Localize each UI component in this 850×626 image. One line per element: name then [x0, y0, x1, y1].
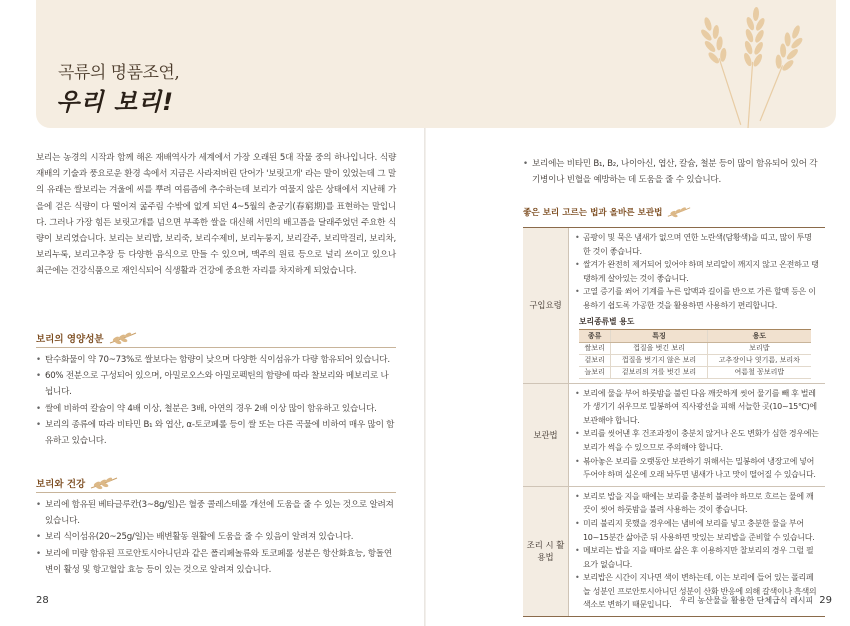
nutrition-title: 보리의 영양성분	[36, 334, 104, 345]
row-label: 구입요령	[523, 228, 569, 383]
table-cell: 고추장이나 엿기름, 보리차	[707, 354, 811, 366]
list-item: • 메보리는 밥을 지을 때마로 삶은 후 이용하지만 찰보리의 경우 그럴 필요가 없습니다.	[575, 544, 819, 571]
table-cell: 겉보리	[579, 354, 611, 366]
table-row	[579, 366, 811, 378]
list-item: • 보리에는 비타민 B₁, B₂, 나이아신, 엽산, 칼슘, 철분 등이 많이 함유되어 있어 각기병이나 빈혈을 예방하는 데 도움을 줄 수 있습니다.	[523, 156, 825, 188]
health-rule	[36, 492, 396, 493]
page-number-right: 29	[819, 595, 832, 606]
health-heading	[36, 476, 119, 490]
column-header: 종류	[579, 329, 611, 342]
health-title: 보리와 건강	[36, 479, 86, 490]
vitamin-list	[523, 156, 825, 188]
wheat-sprig-icon	[108, 331, 138, 345]
banner-title: 우리 보리!	[56, 88, 175, 116]
list-item: • 보리 식이섬유(20~25g/일)는 배변활동 원활에 도움을 줄 수 있음이 알려져 있습니다.	[36, 529, 396, 545]
banner-subtitle: 곡류의 명품조연,	[58, 63, 180, 83]
table-row	[579, 342, 811, 354]
list-item: • 보리에 함유된 베타글루칸(3~8g/일)은 혈중 콜레스테롤 개선에 도움을 줄 수 있는 것으로 알려져 있습니다.	[36, 497, 396, 529]
subtable-title: 보리종류별 용도	[579, 316, 635, 326]
table-cell: 늘보리	[579, 366, 611, 378]
nutrition-list	[36, 352, 396, 449]
right-page	[425, 0, 850, 626]
list-item: • 보리밥은 시간이 지나면 색이 변하는데, 이는 보리에 들어 있는 폴리페놀 성분인 프로안토시아니딘 성분이 산화 반응에 의해 갈색이나 흑색의 색소로 변하기 때문입니다.	[575, 571, 819, 612]
table-cell: 여름철 꽁보리밥	[707, 366, 811, 378]
list-item: • 고열 증기를 쐬어 기계를 누른 압맥과 길이를 반으로 가른 할맥 등은 이용하기 쉽도록 가공한 것을 활용하면 사용하기 편리합니다.	[575, 285, 819, 312]
page-footer	[679, 595, 832, 606]
column-header: 용도	[707, 329, 811, 342]
table-cell: 껍질을 벗긴 보리	[611, 342, 707, 354]
list-item: • 탄수화물이 약 70~73%로 쌀보다는 함량이 낮으며 다양한 식이섬유가 다량 함유되어 있습니다.	[36, 352, 396, 368]
list-item: • 곰팡이 및 묵은 냄새가 없으며 연한 노란색(담황색)을 띠고, 많이 투명한 것이 좋습니다.	[575, 231, 819, 258]
intro-paragraph: 보리는 농경의 시작과 함께 해온 재배역사가 세계에서 가장 오래된 5대 작물 중의 하나입니다. 식량 재배의 기술과 풍요로운 환경 속에서 지금은 사라져버린 단어가 '보릿고개' 라는 말이 있었는데 그 말의 유래는 쌀보리는 겨울에 씨를 뿌려 여름즘에 추수하는데 보리가 여물지 않은 상태에서 지난해 가을에 걷은 식량이 다 떨어져 굶주림 수밖에 없게 되던 4~5월의 춘궁기(春窮期)를 표현하는 말입니다. 그러나 가장 힘든 보릿고개를 넘으면 부족한 쌀을 대신해 서민의 배고픔을 달래주었던 주요한 식량이 보리였습니다. 보리는 보리밥, 보리죽, 보리수제비, 보리누룽지, 보리갈주, 보리막걸리, 보리차, 보리누룩, 보리고추장 등 다양한 음식으로 만들 수 있으며, 맥주의 원료 등으로 널리 쓰이고 있으나 최근에는 건강식품으로 재인식되어 식생활과 건강에 중요한 자리를 차지하게 되었습니다.	[36, 153, 396, 277]
table-row	[523, 384, 825, 487]
table-cell: 겉보리의 겨를 벗긴 보리	[611, 366, 707, 378]
barley-type-table	[579, 329, 811, 379]
table-row	[579, 354, 811, 366]
list-item: • 쌀에 비하여 칼슘이 약 4배 이상, 철분은 3배, 아연의 경우 2배 이상 많이 함유하고 있습니다.	[36, 401, 396, 417]
tips-table	[523, 227, 825, 617]
list-item: • 보리에 물을 부어 하룻밤을 불린 다음 깨끗하게 씻어 물기를 빼 후 벌레가 생기기 쉬우므로 밀봉하여 직사광선을 피해 서늘한 곳(10~15℃)에 보관해야 합니다.	[575, 387, 819, 428]
column-header: 특징	[611, 329, 707, 342]
list-item: • 보리에 미량 함유된 프로안토시아니딘과 같은 폴리페놀류와 토코페롤 성분은 항산화효능, 항돌연변이 활성 및 항고혈압 효능 등이 있는 것으로 알려져 있습니다.	[36, 546, 396, 578]
table-cell: 껍질을 벗기지 않은 보리	[611, 354, 707, 366]
list-item: • 60% 전분으로 구성되어 있으며, 아밀로오스와 아밀로펙틴의 함량에 따라 찰보리와 메보리로 나뉩니다.	[36, 368, 396, 400]
row-label: 보관법	[523, 384, 569, 486]
row-content	[569, 384, 825, 486]
page-number-left: 28	[36, 595, 49, 606]
row-content	[569, 228, 825, 383]
table-cell: 쌀보리	[579, 342, 611, 354]
table-cell: 보리밥	[707, 342, 811, 354]
row-label: 조리 시 활용법	[523, 487, 569, 616]
health-list	[36, 497, 396, 578]
nutrition-rule	[36, 347, 396, 348]
footer-book-title: 우리 농산물을 활용한 단체급식 레시피	[679, 596, 814, 605]
tips-heading	[523, 206, 692, 218]
list-item: • 볶아놓은 보리를 오랫동안 보관하기 위해서는 밀봉하여 냉장고에 넣어두어야 하며 실온에 오래 놔두면 냄새가 나고 맛이 떨어질 수 있습니다.	[575, 455, 819, 482]
list-item: • 보리를 씻어낸 후 건조과정이 충분치 않거나 온도 변화가 심한 경우에는 보리가 썩을 수 있으므로 주의해야 합니다.	[575, 427, 819, 454]
list-item: • 보리의 종류에 따라 비타민 B₁ 와 엽산, α-토코페롤 등이 쌀 또는 다른 곡물에 비하여 매우 많이 함유하고 있습니다.	[36, 417, 396, 449]
table-row	[523, 228, 825, 384]
list-item: • 미리 불리지 못했을 경우에는 냄비에 보리를 넣고 충분한 물을 부어 10~15분간 삶아준 뒤 사용하면 맛있는 보리밥을 준비할 수 있습니다.	[575, 517, 819, 544]
tips-title: 좋은 보리 고르는 법과 올바른 보관법	[523, 208, 663, 218]
list-item: • 보리로 밥을 지을 때에는 보리를 충분히 불려야 하므로 흐르는 물에 깨끗이 씻어 하룻밤을 불려 사용하는 것이 좋습니다.	[575, 490, 819, 517]
nutrition-heading	[36, 331, 138, 345]
list-item: • 쌀겨가 완전히 제거되어 있어야 하며 보리알이 깨지지 않고 온전하고 탱탱하게 살아있는 것이 좋습니다.	[575, 258, 819, 285]
wheat-sprig-icon	[666, 206, 692, 218]
wheat-sprig-icon	[89, 476, 119, 490]
